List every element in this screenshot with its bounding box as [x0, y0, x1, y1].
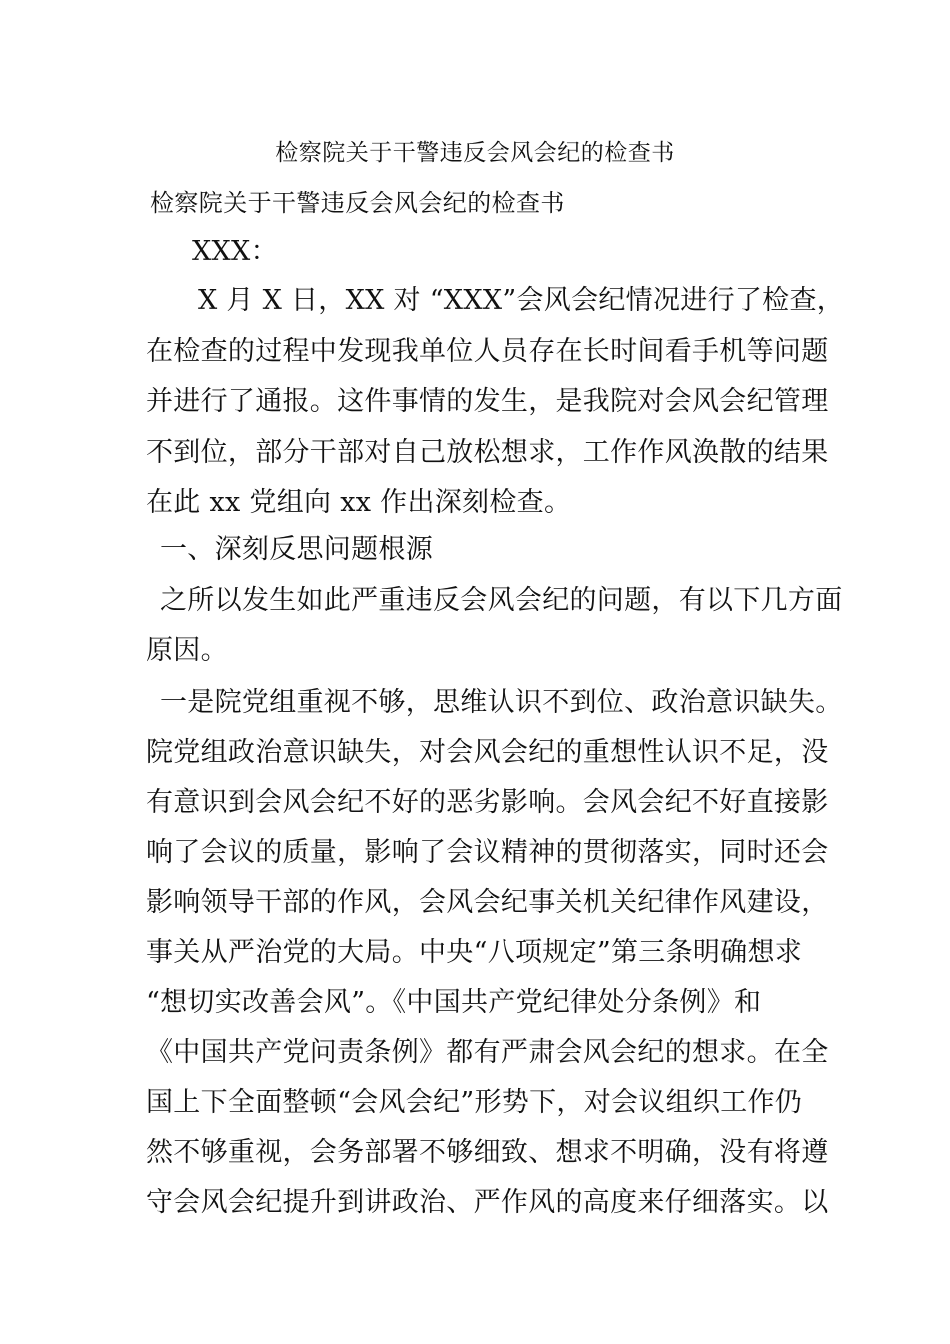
- body-line-8: 原因。: [146, 635, 228, 666]
- body-line-15: “想切实改善会风”。《中国共产党纪律处分条例》和: [146, 987, 762, 1018]
- body-line-11: 有意识到会风会纪不好的恶劣影响。会风会纪不好直接影: [146, 787, 829, 818]
- body-line-13: 影响领导干部的作风，会风会纪事关机关纪律作风建设，: [146, 887, 829, 918]
- document-title: 检察院关于干警违反会风会纪的检查书: [275, 140, 675, 166]
- body-line-7: 之所以发生如此严重违反会风会纪的问题，有以下几方面: [160, 585, 843, 616]
- body-line-5: 在此 xx 党组向 xx 作出深刻检查。: [146, 487, 572, 518]
- body-line-10: 院党组政治意识缺失，对会风会纪的重想性认识不足，没: [146, 737, 829, 768]
- body-line-1: X 月 X 日，XX 对 “XXX”会风会纪情况进行了检查，: [198, 285, 845, 316]
- body-line-14: 事关从严治党的大局。中央“八项规定”第三条明确想求: [146, 937, 803, 968]
- body-line-19: 守会风会纪提升到讲政治、严作风的高度来仔细落实。以: [146, 1187, 829, 1218]
- body-line-16: 《中国共产党问责条例》都有严肃会风会纪的想求。在全: [146, 1037, 829, 1068]
- document-subtitle: 检察院关于干警违反会风会纪的检查书: [150, 189, 565, 217]
- section-heading: 一、深刻反思问题根源: [160, 534, 433, 565]
- body-line-17: 国上下全面整顿“会风会纪”形势下，对会议组织工作仍: [146, 1087, 803, 1118]
- body-line-9: 一是院党组重视不够，思维认识不到位、政治意识缺失。: [160, 687, 843, 718]
- body-line-12: 响了会议的质量，影响了会议精神的贯彻落实，同时还会: [146, 837, 829, 868]
- body-line-18: 然不够重视，会务部署不够细致、想求不明确，没有将遵: [146, 1137, 829, 1168]
- body-line-3: 并进行了通报。这件事情的发生，是我院对会风会纪管理: [146, 386, 829, 417]
- salutation: XXX：: [192, 236, 278, 267]
- body-line-4: 不到位，部分干部对自己放松想求，工作作风涣散的结果: [146, 437, 829, 468]
- body-line-2: 在检查的过程中发现我单位人员存在长时间看手机等问题: [146, 336, 829, 367]
